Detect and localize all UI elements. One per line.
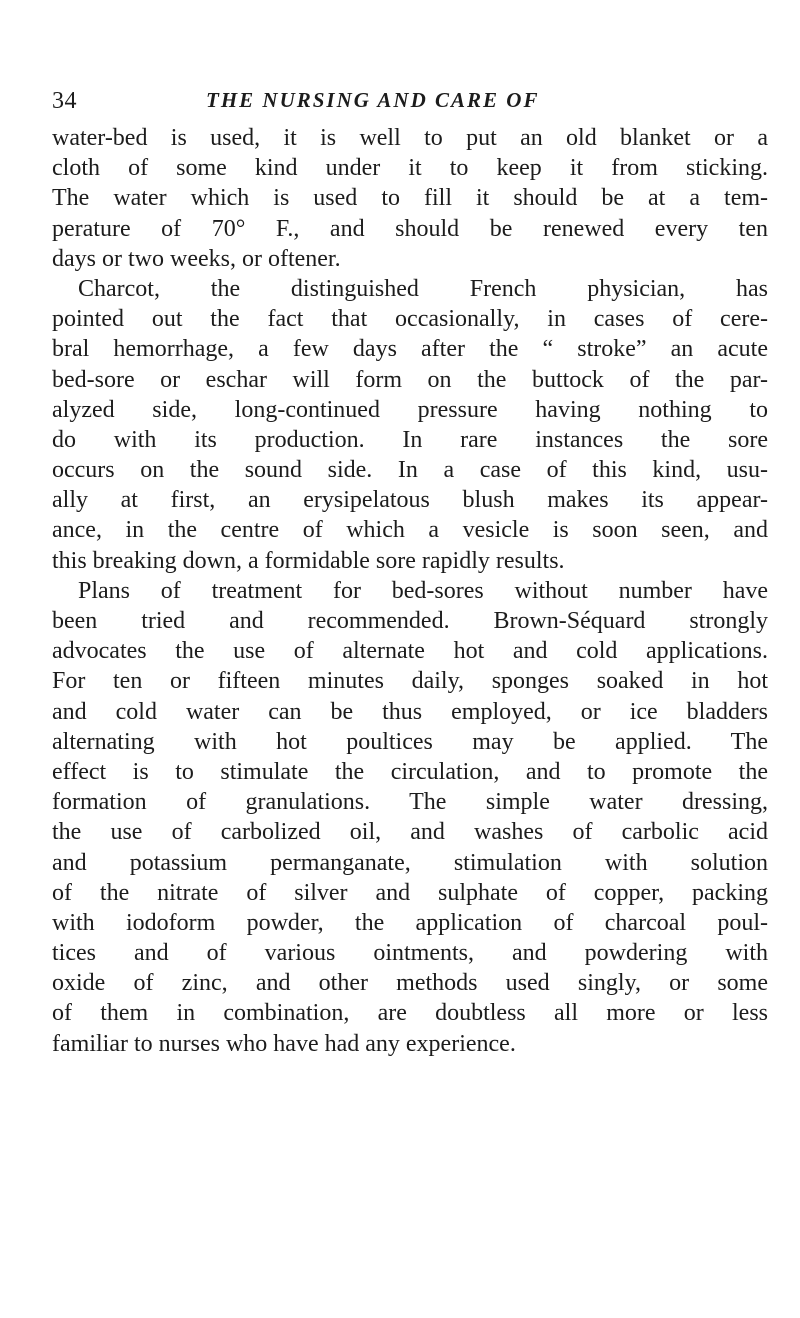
text-line: tices and of various ointments, and powdering with: [52, 940, 768, 967]
text-line: of them in combination, are doubtless all more or less: [52, 1000, 768, 1027]
text-line: cloth of some kind under it to keep it from sticking.: [52, 155, 768, 182]
text-line: The water which is used to fill it should be at a tem-: [52, 185, 768, 212]
text-line: For ten or fifteen minutes daily, sponges soaked in hot: [52, 668, 768, 695]
text-line: familiar to nurses who have had any experience.: [52, 1030, 516, 1057]
text-line: bral hemorrhage, a few days after the “ stroke” an acute: [52, 336, 768, 363]
page-number: 34: [52, 88, 77, 114]
text-line: this breaking down, a formidable sore rapidly results.: [52, 547, 565, 574]
text-line: and cold water can be thus employed, or ice bladders: [52, 698, 768, 725]
text-line: pointed out the fact that occasionally, in cases of cere-: [52, 306, 768, 333]
text-line: of the nitrate of silver and sulphate of copper, packing: [52, 879, 768, 906]
text-line: and potassium permanganate, stimulation with solution: [52, 849, 768, 876]
text-line: perature of 70° F., and should be renewed every ten: [52, 215, 768, 242]
text-line: been tried and recommended. Brown-Séquard strongly: [52, 608, 768, 634]
text-line: oxide of zinc, and other methods used singly, or some: [52, 970, 768, 997]
text-line: ally at first, an erysipelatous blush makes its appear-: [52, 487, 768, 514]
running-head: [52, 88, 772, 122]
text-line: Plans of treatment for bed-sores without number have: [78, 577, 768, 604]
text-line: water-bed is used, it is well to put an old blanket or a: [52, 125, 768, 151]
text-line: formation of granulations. The simple water dressing,: [52, 789, 768, 816]
running-head-title: THE NURSING AND CARE OF: [206, 88, 540, 112]
text-line: occurs on the sound side. In a case of this kind, usu-: [52, 457, 768, 484]
text-line: alyzed side, long-continued pressure having nothing to: [52, 396, 768, 423]
text-line: ance, in the centre of which a vesicle is soon seen, and: [52, 517, 768, 544]
text-line: do with its production. In rare instances the sore: [52, 426, 768, 453]
text-line: advocates the use of alternate hot and cold applications.: [52, 638, 768, 665]
body-text: [52, 123, 768, 1059]
text-line: days or two weeks, or oftener.: [52, 245, 341, 272]
text-line: alternating with hot poultices may be applied. The: [52, 728, 768, 755]
text-line: the use of carbolized oil, and washes of carbolic acid: [52, 819, 768, 846]
text-line: with iodoform powder, the application of charcoal poul-: [52, 909, 768, 936]
text-line: bed-sore or eschar will form on the buttock of the par-: [52, 366, 768, 393]
text-line: Charcot, the distinguished French physician, has: [78, 275, 768, 302]
text-line: effect is to stimulate the circulation, and to promote the: [52, 758, 768, 785]
